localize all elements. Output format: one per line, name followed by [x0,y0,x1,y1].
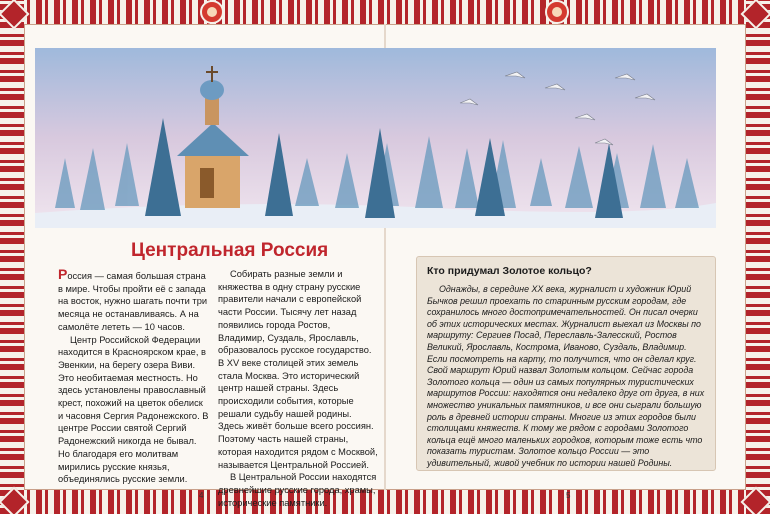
info-box [416,256,716,471]
paragraph: Однажды, в середине XX века, журналист и художник Юрий Бычков решил проехать по старинным русским городам, где сохранилось много достопримечательностей. Он писал очерки об этих исторических местах. Журналист выехал из Москвы по маршруту: Сергиев Посад, Переславль-Залесский, Ростов Великий, Ярославль, Кострома, Иваново, Суздаль, Владимир. Если посмотреть на карту, то получится, что он сделал круг. Свой маршрут Юрий назвал Золотым кольцом. Сейчас города Золотого кольца — один из самых популярных туристических маршрутов России: находятся они недалеко друг от друга, в них множество уникальных памятников, и все они сыграли большую роль в древней истории страны. Многие из этих городов были столицами княжеств. К тому же рядом с городами Золотого кольца ещё много маленьких городков, которым тоже есть что показать туристам. Золотое кольцо России — это удивительный, живой учебник по истории нашей Родины. [427,284,705,468]
ornamental-border-left [0,0,24,514]
sun-ornament-icon [545,0,569,24]
paragraph: Центр Российской Федерации находится в Красноярском крае, в Эвенкии, на берегу озера Виви. Это необитаемая местность. Но здесь установлены православный крест, похожий на цветок обелиск и часовня Сергия Радонежского. В центре России святой Сергий Радонежский никогда не бывал. Но благодаря его молитвам мирились русские князья, объединялись русские земли. [58,334,209,485]
drop-cap: Р [58,266,68,282]
winter-landscape-illustration [35,48,716,228]
paragraph: Собирать разные земли и княжества в одну страну русские правители начали с европейской части России. Тысячу лет назад появились города Ростов, Владимир, Суздаль, Ярославль, образовалось русское государство. В XV веке столицей этих земель стала Москва. Это исторический центр нашей страны. Здесь происходили события, которые решали судьбу нашей родины. Здесь живёт больше всего россиян. Поэтому часть нашей страны, которая находится рядом с Москвой, называется Центральной Россией. [218,269,378,470]
info-box-text [427,284,709,470]
ornamental-border-right [746,0,770,514]
sun-ornament-icon [200,0,224,24]
ornamental-border-bottom [0,490,770,514]
info-box-title: Кто придумал Золотое кольцо? [427,265,592,277]
ornamental-border-top [0,0,770,24]
section-heading: Центральная Россия [131,240,329,261]
paragraph: В Центральной России находятся древнейшие русские города, храмы, исторические памятники. [218,472,377,508]
page-number-left: 4 [199,491,204,500]
text-column-1 [58,268,210,486]
page-number-right: 5 [566,491,571,500]
text-column-2 [218,268,378,509]
paragraph: Россия — самая большая страна в мире. Чтобы пройти её с запада на восток, нужно шагать почти три месяца не останавливаясь. А на самолёте лететь — 10 часов. [58,266,208,332]
